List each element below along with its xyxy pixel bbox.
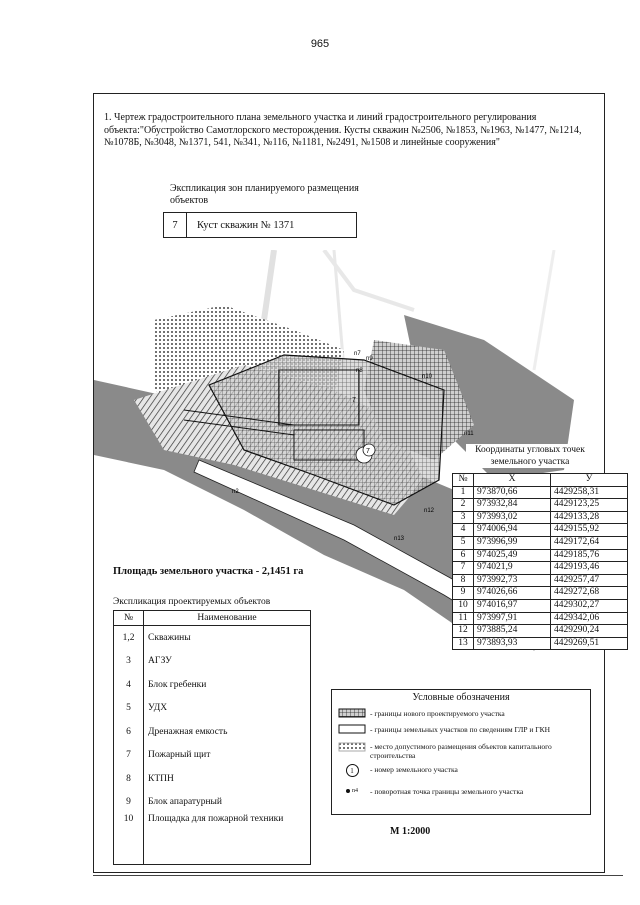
- table-row: [453, 625, 628, 638]
- x-value: 973885,24: [474, 625, 551, 638]
- y-value: 4429172,64: [551, 536, 628, 549]
- table-row: [453, 524, 628, 537]
- legend-item: [338, 708, 505, 718]
- objects-caption: Экспликация проектируемых объектов: [113, 597, 271, 607]
- object-number: 3: [114, 650, 144, 674]
- coordinates-title: Координаты угловых точек земельного участка: [466, 444, 594, 468]
- y-value: 4429193,46: [551, 562, 628, 575]
- object-name: Дренажная емкость: [144, 720, 311, 744]
- point-number: 4: [453, 524, 474, 537]
- existing-boundary-symbol: [338, 724, 366, 734]
- point-label: n2: [232, 489, 239, 495]
- table-row: [114, 673, 311, 697]
- object-name: Скважины: [144, 626, 311, 650]
- legend-item: [338, 764, 458, 774]
- new-boundary-symbol: [338, 708, 366, 718]
- x-value: 974026,66: [474, 587, 551, 600]
- point-label: n8: [356, 368, 363, 374]
- x-value: 973870,66: [474, 486, 551, 499]
- zone-number-label: 7: [352, 397, 356, 404]
- table-row: [453, 486, 628, 499]
- legend-item: [338, 786, 523, 796]
- table-row: [453, 536, 628, 549]
- object-number: 8: [114, 767, 144, 791]
- col-header: У: [551, 474, 628, 487]
- legend-text: - границы нового проектируемого участка: [370, 708, 505, 718]
- table-row: [114, 650, 311, 674]
- area-label: Площадь земельного участка - 2,1451 га: [113, 566, 304, 577]
- x-value: 973993,02: [474, 511, 551, 524]
- drawing-title: 1. Чертеж градостроительного плана земельного участка и линий градостроительного регулирования объекта:"Обустройство Самотлорского месторождения. Кусты скважин №2506, №1853, №1963, №1477, №1214, №1078Б, №3048, №1371, 541, №341, №116, №1181, №2491, №1508 и линейные сооружения": [104, 112, 582, 148]
- table-row: [453, 511, 628, 524]
- point-number: 12: [453, 625, 474, 638]
- x-value: 973992,73: [474, 574, 551, 587]
- col-header: X: [474, 474, 551, 487]
- object-number: 9: [114, 791, 144, 815]
- legend-item: [338, 742, 583, 760]
- legend-text: - место допустимого размещения объектов капитального строительства: [370, 742, 552, 760]
- scale-label: М 1:2000: [390, 826, 431, 837]
- object-number: 7: [114, 744, 144, 768]
- object-name: КТПН: [144, 767, 311, 791]
- table-row: [453, 637, 628, 650]
- point-label: n9: [366, 356, 373, 362]
- object-name: Пожарный щит: [144, 744, 311, 768]
- bottom-rule: [93, 875, 623, 876]
- point-number: 1: [453, 486, 474, 499]
- legend-text: - границы земельных участков по сведениям ГЛР и ГКН: [370, 724, 551, 734]
- x-value: 973996,99: [474, 536, 551, 549]
- object-name: АГЗУ: [144, 650, 311, 674]
- col-header: №: [453, 474, 474, 487]
- y-value: 4429123,25: [551, 499, 628, 512]
- legend: [331, 689, 591, 815]
- legend-text: - номер земельного участка: [370, 764, 458, 774]
- x-value: 974021,9: [474, 562, 551, 575]
- point-label: n10: [422, 374, 433, 380]
- point-number: 5: [453, 536, 474, 549]
- zones-caption: Экспликация зон планируемого размещения объектов: [170, 183, 359, 206]
- parcel-number-symbol: 1: [338, 764, 366, 774]
- site-number-label: 7: [366, 448, 370, 455]
- point-number: 3: [453, 511, 474, 524]
- table-row: [114, 626, 311, 650]
- legend-text: - поворотная точка границы земельного участка: [370, 786, 524, 796]
- point-number: 11: [453, 612, 474, 625]
- legend-title: Условные обозначения: [412, 692, 510, 703]
- object-number: 6: [114, 720, 144, 744]
- legend-item: [338, 724, 550, 734]
- table-row: [453, 574, 628, 587]
- object-number: 1,2: [114, 626, 144, 650]
- table-row: [453, 562, 628, 575]
- table-row: [114, 767, 311, 791]
- object-name: Блок апаратурный: [144, 791, 311, 815]
- x-value: 974016,97: [474, 599, 551, 612]
- y-value: 4429302,27: [551, 599, 628, 612]
- y-value: 4429257,47: [551, 574, 628, 587]
- point-number: 7: [453, 562, 474, 575]
- y-value: 4429269,51: [551, 637, 628, 650]
- point-number: 8: [453, 574, 474, 587]
- point-number: 2: [453, 499, 474, 512]
- page-number: 965: [310, 38, 330, 50]
- point-number: 13: [453, 637, 474, 650]
- col-header: №: [114, 611, 144, 626]
- object-number: 4: [114, 673, 144, 697]
- point-label: n11: [464, 431, 474, 437]
- zone-number: 7: [164, 213, 187, 237]
- zone-name: Куст скважин № 1371: [197, 219, 295, 231]
- point-label: n13: [394, 536, 405, 542]
- x-value: 973932,84: [474, 499, 551, 512]
- point-number: 9: [453, 587, 474, 600]
- object-number: 10: [114, 814, 144, 865]
- turning-point-symbol: n4: [338, 786, 366, 796]
- y-value: 4429155,92: [551, 524, 628, 537]
- table-row: [453, 612, 628, 625]
- allowed-zone-symbol: [338, 742, 366, 752]
- point-label: n12: [424, 508, 435, 514]
- x-value: 973997,91: [474, 612, 551, 625]
- zone-box: [163, 212, 357, 238]
- x-value: 973893,93: [474, 637, 551, 650]
- object-number: 5: [114, 697, 144, 721]
- point-label: n7: [354, 351, 361, 357]
- table-row: [114, 697, 311, 721]
- table-row: [453, 549, 628, 562]
- object-name: УДХ: [144, 697, 311, 721]
- y-value: 4429258,31: [551, 486, 628, 499]
- table-row: [114, 814, 311, 865]
- point-number: 6: [453, 549, 474, 562]
- object-name: Площадка для пожарной техники: [144, 814, 311, 865]
- objects-table: [113, 610, 311, 865]
- table-header-row: [114, 611, 311, 626]
- y-value: 4429342,06: [551, 612, 628, 625]
- point-number: 10: [453, 599, 474, 612]
- col-header: Наименование: [144, 611, 311, 626]
- table-row: [453, 499, 628, 512]
- x-value: 974006,94: [474, 524, 551, 537]
- object-name: Блок гребенки: [144, 673, 311, 697]
- y-value: 4429272,68: [551, 587, 628, 600]
- table-header-row: [453, 474, 628, 487]
- table-row: [114, 744, 311, 768]
- coordinates-table: [452, 473, 628, 650]
- table-row: [453, 587, 628, 600]
- y-value: 4429185,76: [551, 549, 628, 562]
- y-value: 4429133,28: [551, 511, 628, 524]
- y-value: 4429290,24: [551, 625, 628, 638]
- table-row: [114, 791, 311, 815]
- table-row: [453, 599, 628, 612]
- table-row: [114, 720, 311, 744]
- x-value: 974025,49: [474, 549, 551, 562]
